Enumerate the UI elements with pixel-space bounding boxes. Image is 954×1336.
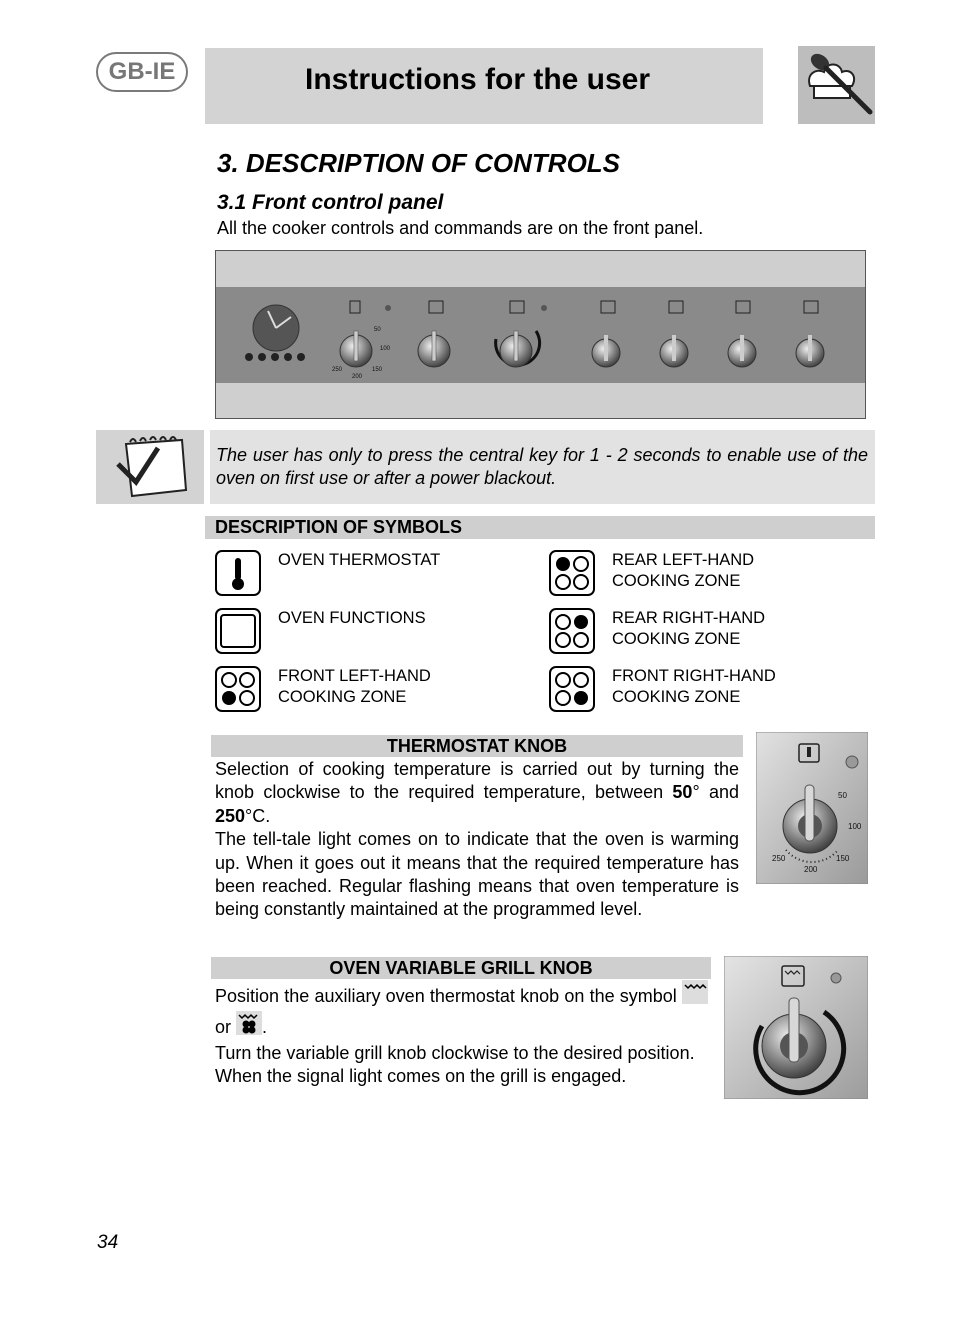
scale-100: 100	[848, 822, 862, 831]
page-number: 34	[97, 1232, 119, 1253]
rear-left-zone-icon	[549, 550, 595, 596]
scale-250: 250	[772, 854, 786, 863]
grill-knob-image	[724, 956, 868, 1099]
front-right-zone-icon	[549, 666, 595, 712]
notepad-check-icon	[96, 430, 204, 504]
panel-scale-250: 250	[332, 367, 343, 373]
symbol-label-rear-left: REAR LEFT-HAND COOKING ZONE	[612, 551, 755, 590]
panel-scale-200: 200	[352, 374, 363, 380]
grill-heading: OVEN VARIABLE GRILL KNOB	[211, 957, 711, 979]
symbol-label-oven-functions: OVEN FUNCTIONS	[278, 609, 426, 627]
oven-functions-icon	[215, 608, 261, 654]
intro-text: All the cooker controls and commands are on the front panel.	[217, 218, 704, 238]
panel-scale-50: 50	[374, 327, 381, 333]
front-control-panel-image	[215, 250, 866, 419]
symbol-label-oven-thermostat: OVEN THERMOSTAT	[278, 551, 441, 569]
grill-text: Position the auxiliary oven thermostat knob on the symbol or . Turn the variable grill knob clockwise to the desired position. When the signal light comes on the grill is engaged.	[215, 980, 708, 1088]
page-title: Instructions for the user	[305, 63, 651, 96]
symbol-label-rear-right: REAR RIGHT-HAND COOKING ZONE	[612, 609, 766, 648]
front-left-zone-icon	[215, 666, 261, 712]
thermostat-knob-image	[756, 732, 868, 884]
note-text: The user has only to press the central key for 1 - 2 seconds to enable use of the oven on first use or after a power blackout.	[216, 445, 868, 488]
region-badge: GB-IE	[96, 52, 188, 92]
scale-50: 50	[838, 791, 847, 800]
thermometer-icon	[215, 550, 261, 596]
spoon-and-chef-hat-icon	[798, 46, 875, 124]
panel-scale-150: 150	[372, 367, 383, 373]
section-title: 3. DESCRIPTION OF CONTROLS	[217, 148, 621, 178]
rear-right-zone-icon	[549, 608, 595, 654]
fan-grill-symbol-icon	[236, 1011, 262, 1035]
subsection-title: 3.1 Front control panel	[217, 191, 444, 214]
symbols-heading: DESCRIPTION OF SYMBOLS	[205, 516, 875, 539]
thermostat-text: Selection of cooking temperature is carried out by turning the knob clockwise to the required temperature, between 50° and 250°C. The tell-tale light comes on to indicate that the oven is warming up. When it goes out it means that the required temperature has been reached. Regular flashing means that oven temperature is being constantly maintained at the programmed level.	[215, 759, 739, 920]
panel-scale-100: 100	[380, 346, 391, 352]
symbol-label-front-right: FRONT RIGHT-HAND COOKING ZONE	[612, 667, 776, 706]
grill-symbol-icon	[682, 980, 708, 1004]
thermostat-heading: THERMOSTAT KNOB	[211, 735, 743, 757]
symbol-label-front-left: FRONT LEFT-HAND COOKING ZONE	[278, 667, 431, 706]
scale-200: 200	[804, 865, 818, 874]
scale-150: 150	[836, 854, 850, 863]
